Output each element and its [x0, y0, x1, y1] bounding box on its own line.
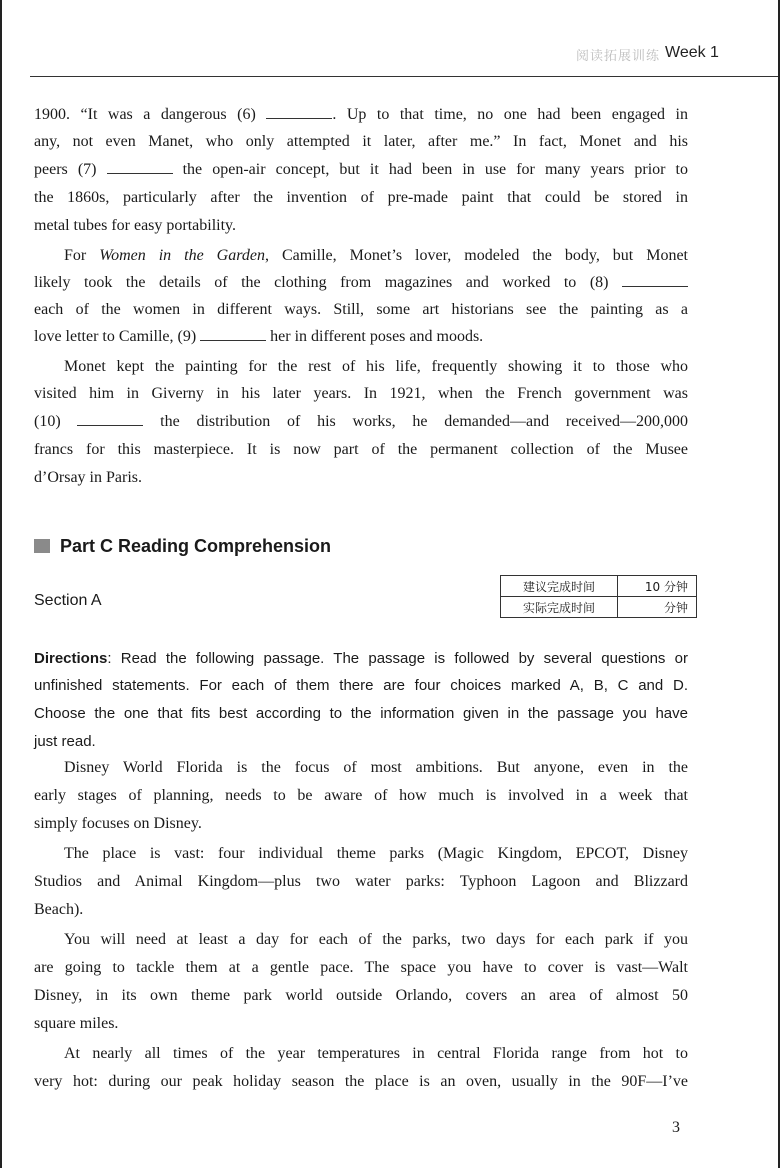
passage1-line-11: visited him in Giverny in his later years. In 1921, when the French government was [34, 385, 688, 402]
passage2-line-2: early stages of planning, needs to be aware of how much is involved in a week that [34, 787, 688, 804]
painting-title: Women in the Garden [99, 247, 265, 264]
page-frame-left [0, 0, 2, 1168]
passage1-line-8: each of the women in different ways. Still, some art historians see the painting as a [34, 301, 688, 318]
part-c-heading: Part C Reading Comprehension [34, 536, 331, 557]
passage1-line-2: any, not even Manet, who only attempted it later, after me.” In fact, Monet and his [34, 133, 688, 150]
passage2-line-8: are going to tackle them at a gentle pace. The space you have to cover is vast—Walt [34, 959, 688, 976]
suggested-time-value: 10 分钟 [618, 576, 697, 597]
passage1-line-5: metal tubes for easy portability. [34, 217, 237, 234]
answer-blank-9[interactable] [200, 326, 266, 341]
passage1-line-9: love letter to Camille, (9) her in different poses and moods. [34, 328, 484, 345]
passage2-line-6: Beach). [34, 901, 84, 918]
passage1-line-14: d’Orsay in Paris. [34, 469, 142, 486]
header-title: 阅读拓展训练 [575, 48, 660, 63]
passage2-line-11: At nearly all times of the year temperatures in central Florida range from hot to [64, 1045, 688, 1062]
passage2-line-10: square miles. [34, 1015, 119, 1032]
directions-line-2: unfinished statements. For each of them there are four choices marked A, B, C and D. [34, 677, 688, 694]
directions-line-3: Choose the one that fits best according to the information given in the passage you have [34, 705, 688, 722]
answer-blank-8[interactable] [622, 272, 688, 287]
passage1-line-6: For Women in the Garden, Camille, Monet’s lover, modeled the body, but Monet [64, 247, 688, 264]
directions-label: Directions [34, 650, 108, 667]
passage1-line-13: francs for this masterpiece. It is now part of the permanent collection of the Musee [34, 441, 688, 458]
directions-line-1: Directions: Read the following passage. The passage is followed by several questions or [34, 650, 688, 667]
passage2-line-9: Disney, in its own theme park world outside Orlando, covers an area of almost 50 [34, 987, 688, 1004]
passage2-line-3: simply focuses on Disney. [34, 815, 202, 832]
suggested-time-label: 建议完成时间 [501, 576, 618, 597]
passage2-line-7: You will need at least a day for each of the parks, two days for each park if you [64, 931, 688, 948]
passage1-line-3: peers (7) the open-air concept, but it had been in use for many years prior to [34, 161, 688, 178]
heading-square-icon [34, 539, 50, 553]
passage1-line-10: Monet kept the painting for the rest of his life, frequently showing it to those who [64, 358, 688, 375]
header-rule [30, 76, 778, 77]
answer-blank-10[interactable] [77, 411, 143, 426]
directions-line-4: just read. [34, 733, 96, 750]
passage2-line-4: The place is vast: four individual theme parks (Magic Kingdom, EPCOT, Disney [64, 845, 688, 862]
passage1-line-1: 1900. “It was a dangerous (6) . Up to that time, no one had been engaged in [34, 106, 688, 123]
passage1-line-12: (10) the distribution of his works, he demanded—and received—200,000 [34, 413, 689, 430]
actual-time-value[interactable]: 分钟 [618, 597, 697, 618]
passage2-line-12: very hot: during our peak holiday season the place is an oven, usually in the 90F—I’ve [34, 1073, 688, 1090]
passage2-line-5: Studios and Animal Kingdom—plus two water parks: Typhoon Lagoon and Blizzard [34, 873, 688, 890]
answer-blank-6[interactable] [266, 104, 332, 119]
section-label: Section A [34, 592, 102, 609]
answer-blank-7[interactable] [107, 159, 173, 174]
header-week-label: Week 1 [665, 44, 719, 61]
passage1-line-4: the 1860s, particularly after the invention of pre-made paint that could be stored in [34, 189, 688, 206]
completion-time-table [500, 575, 697, 618]
passage2-line-1: Disney World Florida is the focus of most ambitions. But anyone, even in the [64, 759, 688, 776]
actual-time-label: 实际完成时间 [501, 597, 618, 618]
page-number: 3 [672, 1119, 680, 1136]
passage1-line-7: likely took the details of the clothing from magazines and worked to (8) [34, 272, 688, 294]
